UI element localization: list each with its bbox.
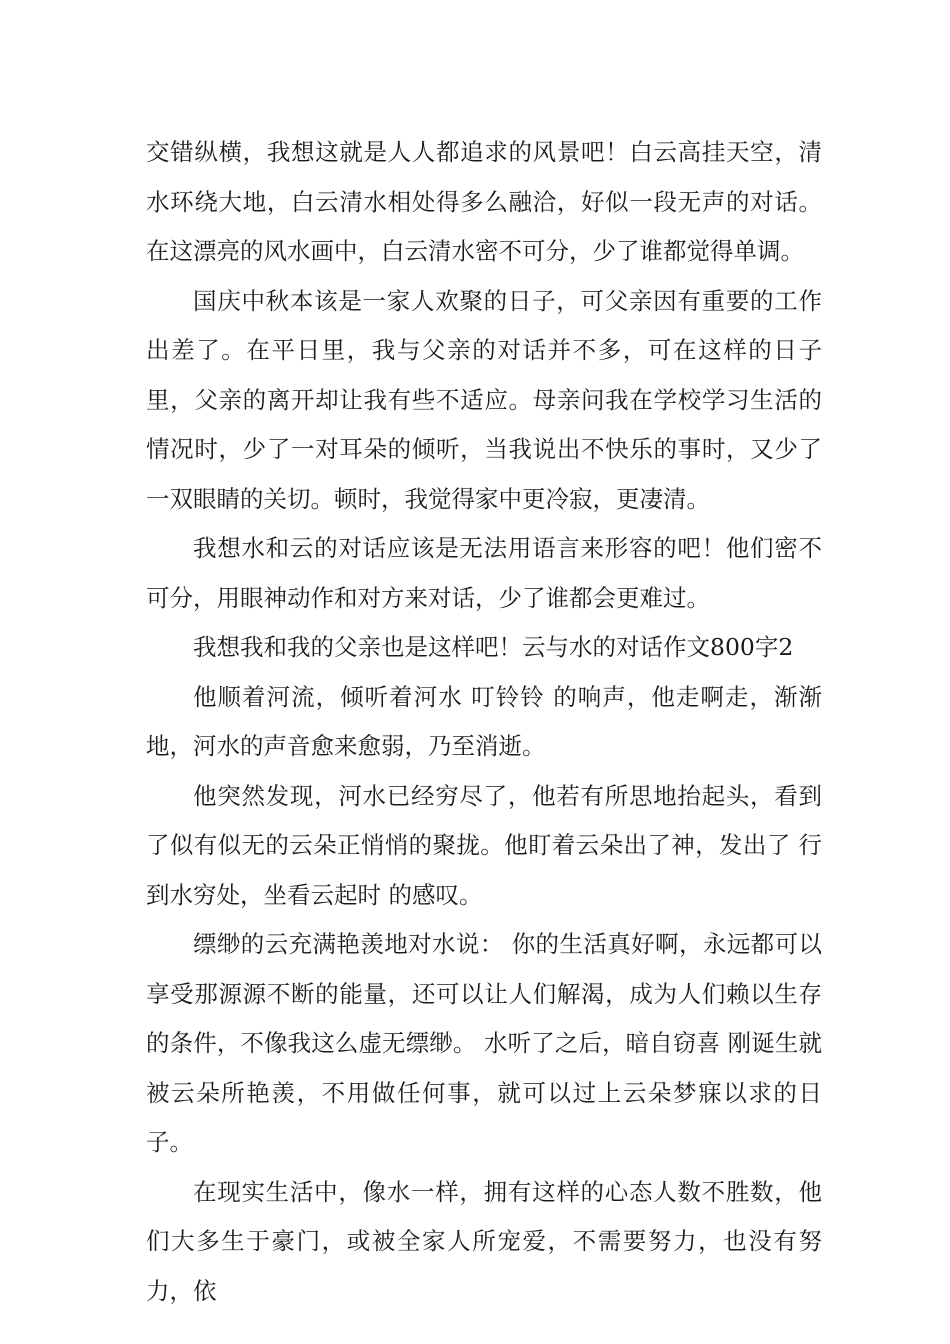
paragraph: 他突然发现，河水已经穷尽了，他若有所思地抬起头，看到了似有似无的云朵正悄悄的聚拢。他盯着云朵出了神，发出了 行到水穷处，坐看云起时 的感叹。 xyxy=(146,781,822,909)
paragraph: 缥缈的云充满艳羡地对水说： 你的生活真好啊，永远都可以享受那源源不断的能量，还可以让人们解渴，成为人们赖以生存的条件，不像我这么虚无缥缈。 水听了之后，暗自窃喜 刚诞生就被云朵所艳羡，不用做任何事，就可以过上云朵梦寐以求的日子。 xyxy=(146,930,822,1156)
paragraph: 在现实生活中，像水一样，拥有这样的心态人数不胜数，他们大多生于豪门，或被全家人所宠爱，不需要努力，也没有努力，依 xyxy=(146,1177,822,1305)
paragraph-continuation: 交错纵横，我想这就是人人都追求的风景吧！白云高挂天空，清水环绕大地，白云清水相处得多么融洽，好似一段无声的对话。在这漂亮的风水画中，白云清水密不可分，少了谁都觉得单调。 xyxy=(146,138,822,265)
body-text xyxy=(146,128,822,1316)
paragraph: 国庆中秋本该是一家人欢聚的日子，可父亲因有重要的工作出差了。在平日里，我与父亲的对话并不多，可在这样的日子里，父亲的离开却让我有些不适应。母亲问我在学校学习生活的情况时，少了一对耳朵的倾听，当我说出不快乐的事时，又少了一双眼睛的关切。顿时，我觉得家中更冷寂，更凄清。 xyxy=(146,286,822,513)
paragraph: 他顺着河流，倾听着河水 叮铃铃 的响声，他走啊走，渐渐地，河水的声音愈来愈弱，乃至消逝。 xyxy=(146,682,822,760)
paragraph: 我想我和我的父亲也是这样吧！云与水的对话作文800字2 xyxy=(193,633,794,661)
paragraph: 我想水和云的对话应该是无法用语言来形容的吧！他们密不可分，用眼神动作和对方来对话，少了谁都会更难过。 xyxy=(146,534,822,612)
